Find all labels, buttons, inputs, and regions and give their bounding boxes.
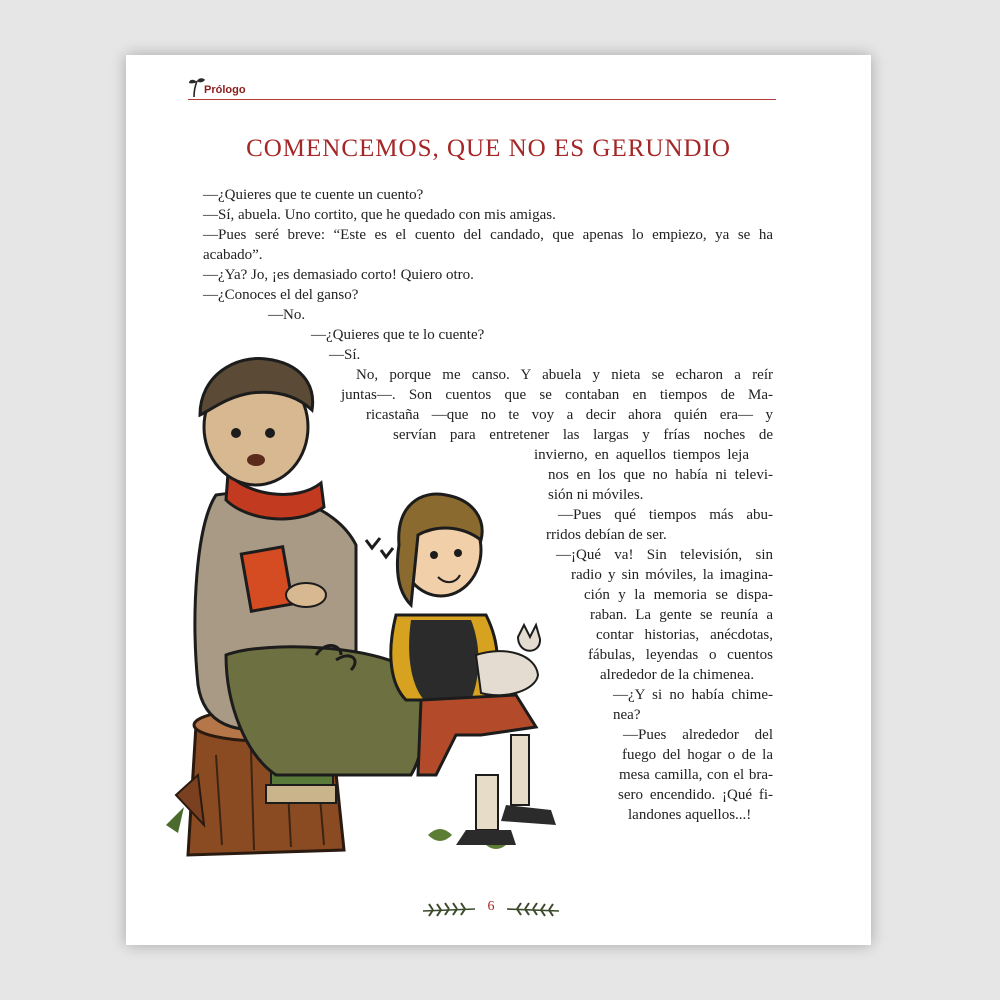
chapter-title: COMENCEMOS, QUE NO ES GERUNDIO <box>246 135 731 162</box>
text-line: contar historias, anécdotas, <box>596 627 773 643</box>
section-label: Prólogo <box>204 84 246 96</box>
book-page <box>126 55 871 945</box>
text-line: acabado”. <box>203 247 263 263</box>
text-line: invierno, en aquellos tiempos leja <box>534 447 749 463</box>
left-branch-ornament-icon <box>421 899 477 919</box>
text-line: ción y la memoria se dispa- <box>584 587 773 603</box>
text-line: sión ni móviles. <box>548 487 644 503</box>
text-line: —Sí, abuela. Uno cortito, que he quedado con mis amigas. <box>203 207 556 223</box>
running-header <box>188 75 776 101</box>
page-number: 6 <box>487 899 495 914</box>
text-line: landones aquellos...! <box>628 807 752 823</box>
page-footer <box>421 897 561 921</box>
text-line: —No. <box>268 307 306 323</box>
text-line: —¿Quieres que te cuente un cuento? <box>203 187 424 203</box>
text-line: radio y sin móviles, la imagina- <box>571 567 773 583</box>
text-line: fuego del hogar o de la <box>622 747 773 763</box>
text-line: No, porque me canso. Y abuela y nieta se echaron a reír <box>356 367 773 383</box>
text-line: —¿Ya? Jo, ¡es demasiado corto! Quiero otro. <box>203 267 474 283</box>
text-line: —¿Y si no había chime- <box>613 687 773 703</box>
text-line: sero encendido. ¡Qué fi- <box>618 787 773 803</box>
text-line: —Pues seré breve: “Este es el cuento del candado, que apenas lo empiezo, ya se ha <box>203 227 773 243</box>
text-line: servían para entretener las largas y frías noches de <box>393 427 773 443</box>
text-line: nea? <box>613 707 641 723</box>
text-line: raban. La gente se reunía a <box>590 607 773 623</box>
text-line: —¿Quieres que te lo cuente? <box>311 327 485 343</box>
right-branch-ornament-icon <box>505 899 561 919</box>
text-line: —¿Conoces el del ganso? <box>203 287 359 303</box>
text-line: fábulas, leyendas o cuentos <box>588 647 773 663</box>
text-line: mesa camilla, con el bra- <box>619 767 773 783</box>
text-line: nos en los que no había ni televi- <box>548 467 773 483</box>
text-line: —Pues alrededor del <box>623 727 773 743</box>
text-line: —Pues qué tiempos más abu- <box>558 507 773 523</box>
text-line: —Sí. <box>329 347 361 363</box>
text-line: juntas—. Son cuentos que se contaban en tiempos de Ma- <box>341 387 773 403</box>
header-divider <box>188 99 776 100</box>
text-line: rridos debían de ser. <box>546 527 667 543</box>
text-line: ricastaña —que no te voy a decir ahora quién era— y <box>366 407 773 423</box>
text-line: alrededor de la chimenea. <box>600 667 755 683</box>
text-line: —¡Qué va! Sin televisión, sin <box>556 547 773 563</box>
